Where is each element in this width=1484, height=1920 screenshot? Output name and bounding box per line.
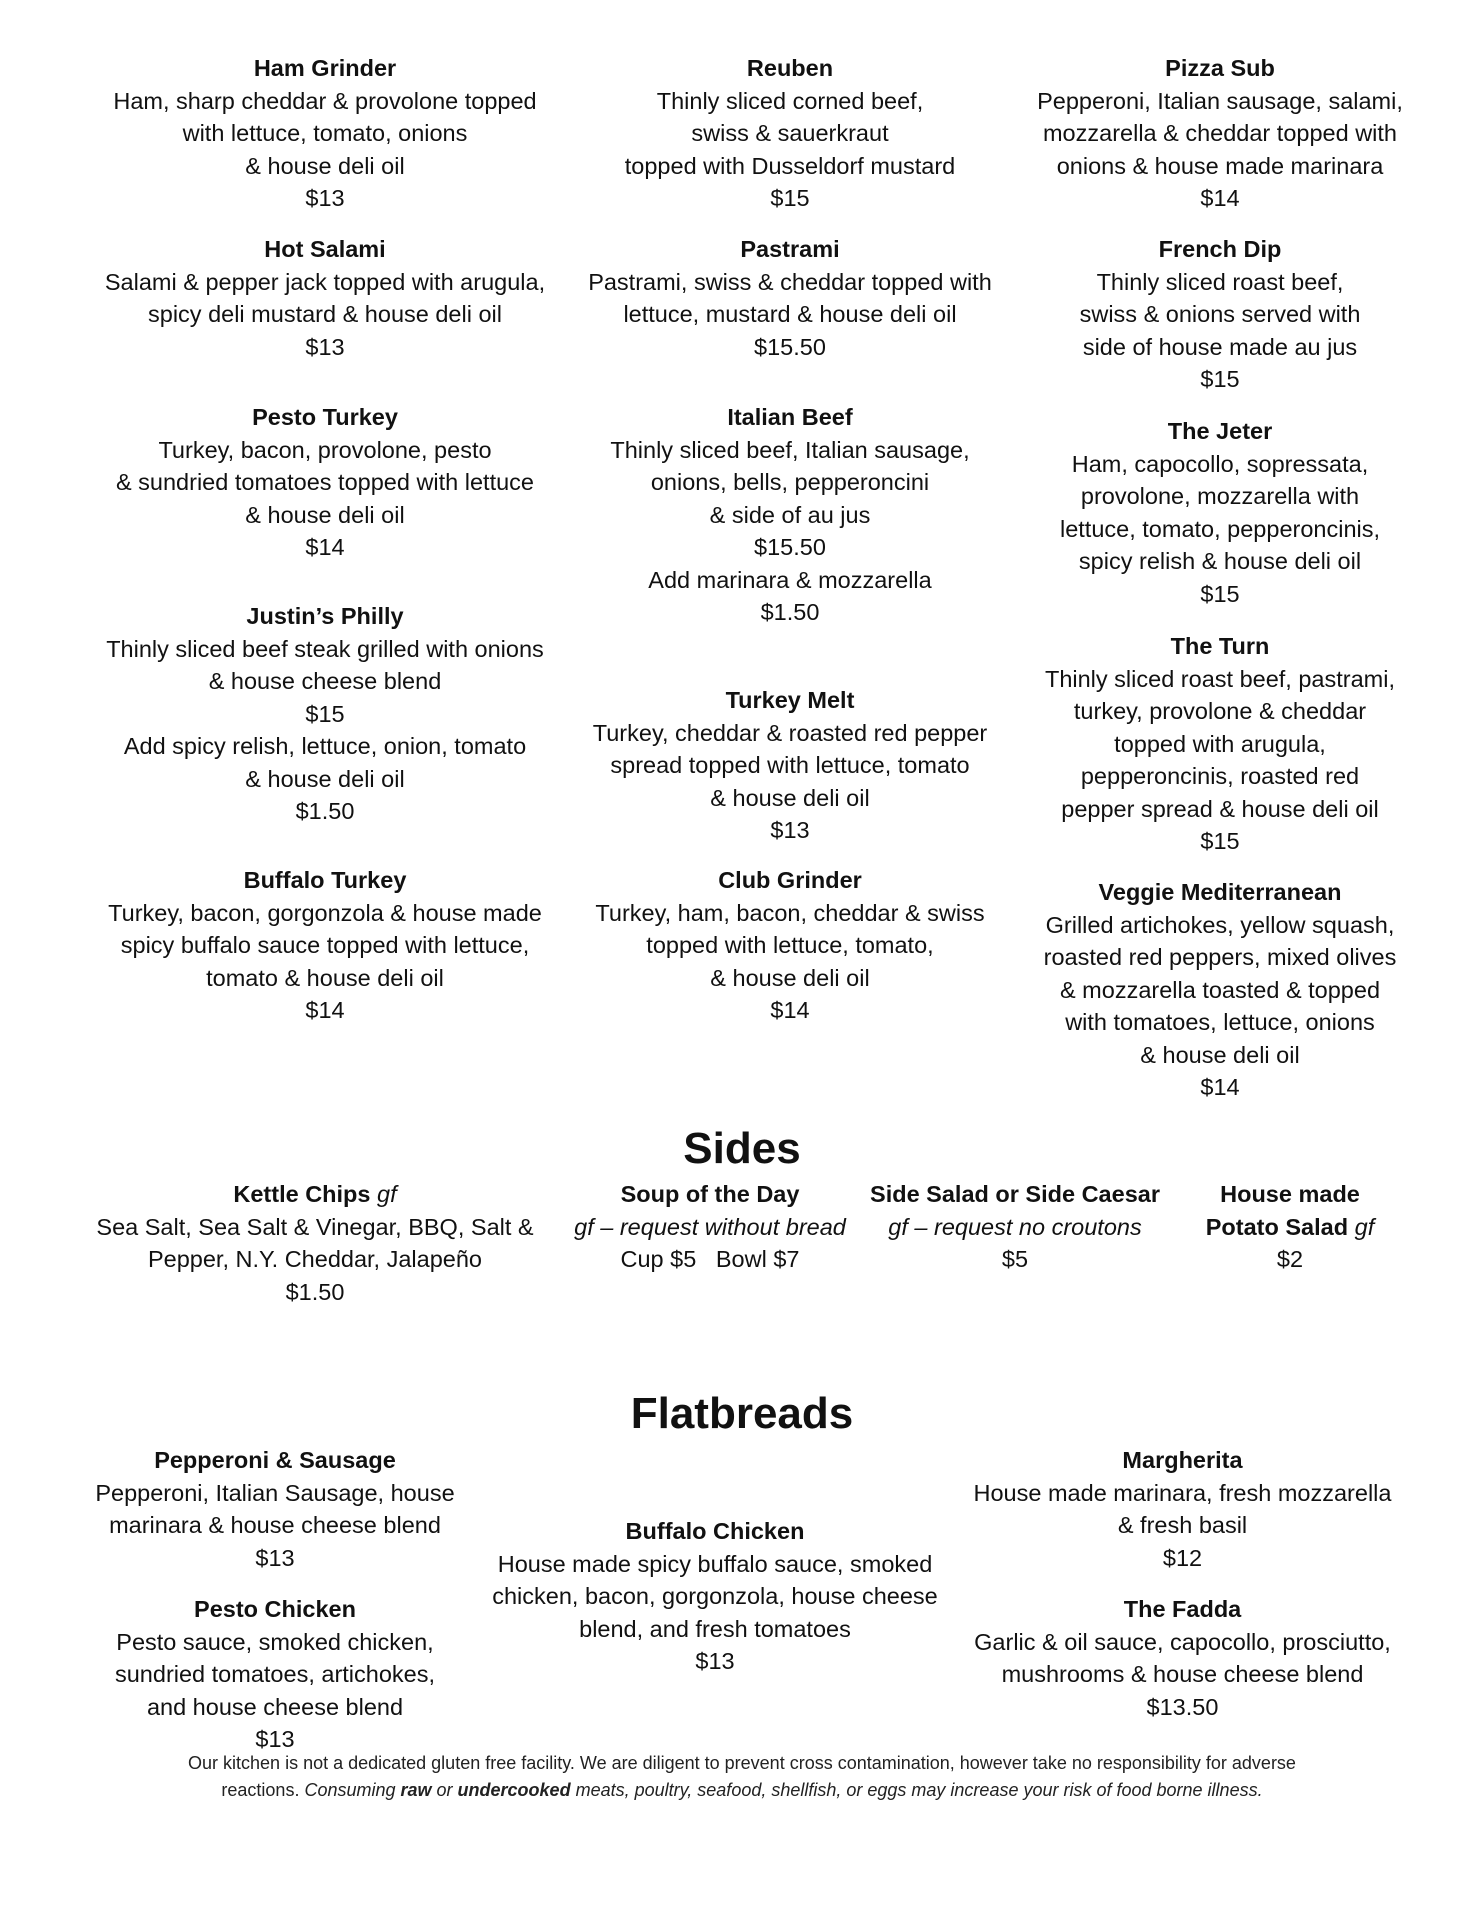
item-desc: with tomatoes, lettuce, onions xyxy=(1065,1009,1375,1035)
item-price: $14 xyxy=(305,997,345,1023)
item-price: $13 xyxy=(305,185,345,211)
item-desc: sundried tomatoes, artichokes, xyxy=(114,1661,436,1687)
item-desc: & sundried tomatoes topped with lettuce xyxy=(115,469,535,495)
item-desc: Thinly sliced roast beef, xyxy=(1096,268,1344,295)
item-desc: Thinly sliced beef steak grilled with onions xyxy=(106,635,544,662)
item-price: $2 xyxy=(1276,1246,1304,1272)
item-desc: spicy deli mustard & house deli oil xyxy=(148,301,502,327)
item-desc: Sea Salt, Sea Salt & Vinegar, BBQ, Salt & xyxy=(96,1213,534,1240)
item-desc: & house deli oil xyxy=(245,501,405,528)
item-desc: Thinly sliced corned beef, xyxy=(656,87,924,114)
item-desc: onions, bells, pepperoncini xyxy=(650,469,930,495)
item-name: Italian Beef xyxy=(727,404,853,430)
side-item-kettle-chips xyxy=(75,1178,555,1308)
item-desc: & house deli oil xyxy=(710,784,870,811)
item-price: $14 xyxy=(1200,1074,1240,1100)
disclaimer-line-1: Our kitchen is not a dedicated gluten free facility. We are diligent to prevent cross contamination, however take no responsibility for adverse xyxy=(188,1753,1296,1773)
item-price: $15 xyxy=(305,700,345,727)
item-desc: spicy relish & house deli oil xyxy=(1078,548,1362,574)
item-price: $13 xyxy=(255,1726,295,1752)
flatbread-pesto-chicken xyxy=(75,1593,475,1756)
menu-item-reuben xyxy=(560,52,1020,215)
item-name-line2 xyxy=(1165,1211,1415,1244)
item-desc: & side of au jus xyxy=(709,501,871,528)
disclaimer-text: meats, poultry, seafood, shellfish, or eggs may increase your risk of food borne illness. xyxy=(570,1780,1263,1800)
disclaimer-text: or xyxy=(431,1780,458,1800)
item-desc: & house deli oil xyxy=(1140,1041,1300,1068)
item-price: $14 xyxy=(305,534,345,560)
item-desc: chicken, bacon, gorgonzola, house cheese xyxy=(492,1583,938,1609)
menu-item-pesto-turkey xyxy=(90,401,560,564)
menu-item-pastrami xyxy=(560,233,1020,363)
disclaimer-text: reactions. xyxy=(221,1780,305,1800)
flatbreads-heading: Flatbreads xyxy=(630,1389,854,1438)
item-desc: Salami & pepper jack topped with arugula, xyxy=(104,268,546,295)
item-desc: marinara & house cheese blend xyxy=(109,1512,441,1538)
item-desc: pepper spread & house deli oil xyxy=(1061,795,1379,822)
menu-item-turkey-melt xyxy=(560,684,1020,847)
item-desc: House made marinara, fresh mozzarella xyxy=(973,1479,1392,1506)
item-desc: turkey, provolone & cheddar xyxy=(1073,698,1367,724)
item-name-text: Potato Salad xyxy=(1205,1213,1349,1240)
item-desc: & fresh basil xyxy=(1117,1512,1248,1538)
item-name: The Jeter xyxy=(1167,418,1273,444)
item-name: Pizza Sub xyxy=(1165,55,1275,81)
disclaimer-undercooked: undercooked xyxy=(457,1780,571,1800)
item-desc: spicy buffalo sauce topped with lettuce, xyxy=(120,932,530,958)
item-desc: tomato & house deli oil xyxy=(206,964,444,991)
menu-item-french-dip xyxy=(1020,233,1420,396)
item-price: $13.50 xyxy=(1146,1693,1219,1720)
menu-item-italian-beef xyxy=(560,401,1020,629)
item-desc: mozzarella & cheddar topped with xyxy=(1042,120,1397,146)
item-price: $13 xyxy=(770,817,810,843)
item-desc: side of house made au jus xyxy=(1082,333,1358,360)
flatbread-buffalo-chicken xyxy=(475,1515,955,1678)
item-price: $15 xyxy=(1200,366,1240,392)
item-desc: Garlic & oil sauce, capocollo, prosciutto, xyxy=(974,1628,1391,1655)
item-desc: Turkey, cheddar & roasted red pepper xyxy=(592,719,988,746)
menu-item-club-grinder xyxy=(560,864,1020,1027)
disclaimer-text: Consuming xyxy=(304,1780,401,1800)
item-name: Club Grinder xyxy=(718,867,862,893)
side-item-side-salad xyxy=(865,1178,1165,1276)
item-desc: & house deli oil xyxy=(245,152,405,179)
item-addon: Add spicy relish, lettuce, onion, tomato xyxy=(123,733,527,759)
item-price: $12 xyxy=(1162,1544,1203,1571)
allergen-disclaimer xyxy=(80,1750,1404,1804)
item-desc: Pepper, N.Y. Cheddar, Jalapeño xyxy=(147,1246,483,1272)
item-price: $15 xyxy=(1200,828,1240,854)
menu-item-buffalo-turkey xyxy=(90,864,560,1027)
menu-item-the-jeter xyxy=(1020,415,1420,610)
item-price: $14 xyxy=(770,997,810,1023)
flatbread-the-fadda xyxy=(955,1593,1410,1723)
item-desc: Grilled artichokes, yellow squash, xyxy=(1045,911,1395,938)
item-addon: Add marinara & mozzarella xyxy=(648,566,932,593)
item-price: $15 xyxy=(770,185,810,211)
item-desc: and house cheese blend xyxy=(146,1693,404,1720)
item-price: $13 xyxy=(255,1544,295,1571)
item-name: Ham Grinder xyxy=(253,55,397,81)
item-price: Cup $5 Bowl $7 xyxy=(620,1246,800,1272)
item-note: gf – request without bread xyxy=(574,1213,846,1240)
menu-item-ham-grinder xyxy=(90,52,560,215)
item-desc: blend, and fresh tomatoes xyxy=(579,1615,851,1642)
item-desc: swiss & onions served with xyxy=(1079,301,1361,327)
item-name: Pesto Chicken xyxy=(194,1596,356,1622)
item-desc: Pesto sauce, smoked chicken, xyxy=(116,1628,434,1655)
item-desc: topped with Dusseldorf mustard xyxy=(624,152,956,179)
item-name: Side Salad or Side Caesar xyxy=(870,1181,1160,1207)
item-desc: lettuce, tomato, pepperoncinis, xyxy=(1059,515,1381,542)
item-price: $5 xyxy=(1001,1246,1029,1272)
item-desc: House made spicy buffalo sauce, smoked xyxy=(497,1550,933,1577)
item-name: Pesto Turkey xyxy=(252,404,398,430)
item-price: $15.50 xyxy=(754,333,826,360)
item-desc: & house cheese blend xyxy=(208,668,442,694)
flatbread-margherita xyxy=(955,1444,1410,1574)
gf-tag: gf xyxy=(377,1181,397,1207)
item-desc: Ham, capocollo, sopressata, xyxy=(1071,450,1369,477)
item-name: Reuben xyxy=(746,55,834,81)
item-desc: & mozzarella toasted & topped xyxy=(1059,976,1381,1003)
item-desc: Pepperoni, Italian Sausage, house xyxy=(95,1479,455,1506)
flatbread-pepperoni-sausage xyxy=(75,1444,475,1574)
item-name: Turkey Melt xyxy=(725,687,855,713)
item-desc: pepperoncinis, roasted red xyxy=(1080,763,1360,789)
disclaimer-raw: raw xyxy=(400,1780,432,1800)
menu-item-hot-salami xyxy=(90,233,560,363)
item-desc: mushrooms & house cheese blend xyxy=(1001,1661,1364,1687)
item-name: Buffalo Turkey xyxy=(243,867,407,893)
item-name: Justin’s Philly xyxy=(246,603,404,629)
item-name: The Fadda xyxy=(1123,1596,1242,1622)
item-desc: topped with arugula, xyxy=(1114,730,1326,757)
item-price: $13 xyxy=(305,333,345,360)
sides-heading: Sides xyxy=(683,1124,801,1173)
item-desc: topped with lettuce, tomato, xyxy=(646,932,934,958)
item-note: gf – request no croutons xyxy=(888,1213,1142,1240)
item-price: $14 xyxy=(1200,185,1240,211)
item-desc: Turkey, ham, bacon, cheddar & swiss xyxy=(595,899,985,926)
gf-tag: gf xyxy=(1354,1213,1375,1240)
item-name: House made xyxy=(1220,1181,1360,1207)
item-desc: roasted red peppers, mixed olives xyxy=(1043,944,1397,970)
item-desc: Thinly sliced roast beef, pastrami, xyxy=(1044,665,1396,692)
item-price: $15 xyxy=(1200,580,1240,607)
menu-item-justins-philly xyxy=(90,600,560,828)
item-price: $15.50 xyxy=(754,534,826,560)
item-desc: & house deli oil xyxy=(710,964,870,991)
item-name: Soup of the Day xyxy=(620,1181,800,1207)
item-price: $13 xyxy=(695,1648,735,1674)
item-price: $1.50 xyxy=(285,1278,345,1305)
item-desc: provolone, mozzarella with xyxy=(1080,483,1360,509)
side-item-soup-of-the-day xyxy=(555,1178,865,1276)
item-desc: Turkey, bacon, gorgonzola & house made xyxy=(108,899,542,926)
item-desc: Turkey, bacon, provolone, pesto xyxy=(158,436,492,463)
menu-item-the-turn xyxy=(1020,630,1420,858)
item-addon: & house deli oil xyxy=(245,765,405,792)
item-name: Buffalo Chicken xyxy=(625,1518,805,1544)
item-desc: Ham, sharp cheddar & provolone topped xyxy=(113,87,537,114)
item-desc: Pastrami, swiss & cheddar topped with xyxy=(588,268,992,295)
item-desc: with lettuce, tomato, onions xyxy=(182,120,468,146)
disclaimer-line-2 xyxy=(80,1777,1404,1804)
item-addon-price: $1.50 xyxy=(760,599,820,625)
side-item-potato-salad xyxy=(1165,1178,1415,1276)
item-desc: spread topped with lettuce, tomato xyxy=(610,752,970,778)
item-name: Veggie Mediterranean xyxy=(1098,879,1342,905)
item-name xyxy=(75,1178,555,1211)
menu-item-veggie-mediterranean xyxy=(1020,876,1420,1104)
item-name: Hot Salami xyxy=(264,236,386,262)
item-name-text: Kettle Chips xyxy=(233,1181,371,1207)
item-name: The Turn xyxy=(1170,633,1270,659)
item-name: Pastrami xyxy=(740,236,840,262)
item-name: Margherita xyxy=(1122,1447,1243,1473)
item-addon-price: $1.50 xyxy=(295,798,355,824)
item-desc: lettuce, mustard & house deli oil xyxy=(623,301,957,327)
item-desc: swiss & sauerkraut xyxy=(691,120,889,146)
item-desc: Thinly sliced beef, Italian sausage, xyxy=(610,436,970,463)
item-desc: Pepperoni, Italian sausage, salami, xyxy=(1037,87,1403,114)
item-name: Pepperoni & Sausage xyxy=(154,1447,396,1473)
item-desc: onions & house made marinara xyxy=(1056,152,1384,179)
item-name: French Dip xyxy=(1158,236,1282,262)
menu-item-pizza-sub xyxy=(1020,52,1420,215)
